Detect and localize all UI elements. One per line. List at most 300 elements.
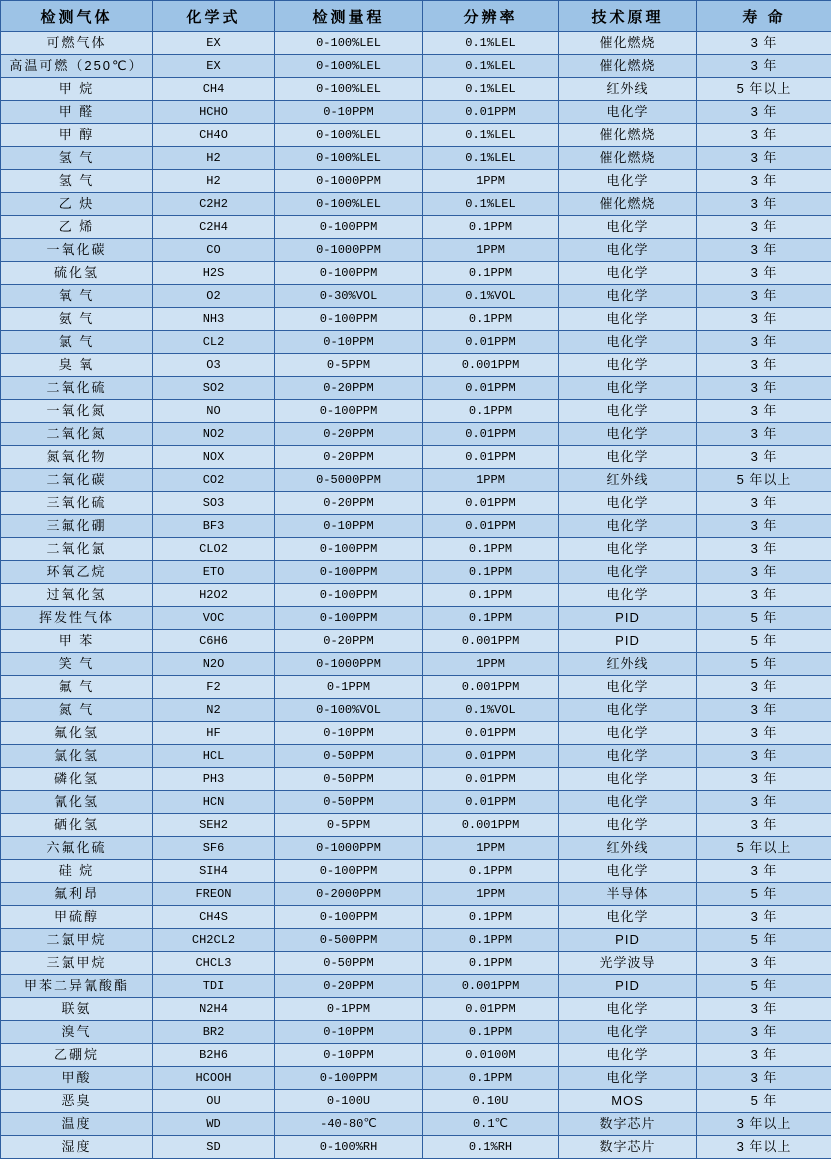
cell-resolution: 0.1%VOL [423,699,559,722]
cell-life: 3 年 [697,1067,831,1090]
cell-life: 5 年 [697,653,831,676]
cell-gas-name: 乙 烯 [1,216,153,239]
cell-life: 3 年 [697,354,831,377]
table-row [1,1090,831,1113]
cell-life: 5 年 [697,630,831,653]
cell-principle: 催化燃烧 [559,124,697,147]
cell-resolution: 0.1PPM [423,584,559,607]
cell-formula: CL2 [153,331,275,354]
cell-life: 5 年以上 [697,469,831,492]
cell-resolution: 0.001PPM [423,354,559,377]
table-row [1,239,831,262]
cell-resolution: 0.1PPM [423,952,559,975]
cell-life: 3 年 [697,170,831,193]
cell-formula: CH4O [153,124,275,147]
cell-range: 0-10PPM [275,1021,423,1044]
cell-life: 3 年 [697,101,831,124]
cell-principle: PID [559,929,697,952]
cell-life: 3 年 [697,768,831,791]
cell-gas-name: 氟利昂 [1,883,153,906]
cell-gas-name: 三氯甲烷 [1,952,153,975]
table-row [1,101,831,124]
cell-formula: CH2CL2 [153,929,275,952]
table-row [1,193,831,216]
cell-range: 0-100PPM [275,584,423,607]
cell-life: 3 年 [697,308,831,331]
cell-formula: H2O2 [153,584,275,607]
cell-resolution: 1PPM [423,239,559,262]
cell-range: 0-100%LEL [275,78,423,101]
cell-gas-name: 氟化氢 [1,722,153,745]
cell-resolution: 0.001PPM [423,975,559,998]
cell-gas-name: 硅 烷 [1,860,153,883]
cell-life: 3 年 [697,1044,831,1067]
cell-formula: FREON [153,883,275,906]
cell-resolution: 0.01PPM [423,791,559,814]
table-row [1,216,831,239]
cell-range: 0-100%LEL [275,147,423,170]
cell-formula: N2O [153,653,275,676]
table-row [1,607,831,630]
cell-principle: 电化学 [559,791,697,814]
cell-life: 3 年 [697,239,831,262]
cell-formula: O3 [153,354,275,377]
cell-gas-name: 甲 苯 [1,630,153,653]
cell-resolution: 0.001PPM [423,814,559,837]
cell-resolution: 0.01PPM [423,101,559,124]
cell-gas-name: 高温可燃（250℃） [1,55,153,78]
cell-life: 3 年 [697,423,831,446]
cell-formula: HCOOH [153,1067,275,1090]
cell-resolution: 0.01PPM [423,722,559,745]
table-header-row [1,1,831,32]
cell-gas-name: 甲 醛 [1,101,153,124]
cell-range: 0-100PPM [275,400,423,423]
cell-resolution: 0.1PPM [423,906,559,929]
cell-life: 3 年 [697,331,831,354]
cell-gas-name: 二氧化硫 [1,377,153,400]
table-row [1,1067,831,1090]
cell-resolution: 0.01PPM [423,745,559,768]
cell-gas-name: 氟 气 [1,676,153,699]
cell-formula: BR2 [153,1021,275,1044]
cell-life: 3 年 [697,676,831,699]
table-row [1,538,831,561]
cell-principle: 催化燃烧 [559,193,697,216]
cell-formula: OU [153,1090,275,1113]
cell-gas-name: 甲苯二异氰酸酯 [1,975,153,998]
cell-gas-name: 三氧化硫 [1,492,153,515]
cell-range: 0-100PPM [275,262,423,285]
table-row [1,676,831,699]
cell-formula: CH4S [153,906,275,929]
cell-principle: 电化学 [559,170,697,193]
cell-resolution: 0.10U [423,1090,559,1113]
cell-formula: CO [153,239,275,262]
table-row [1,1044,831,1067]
cell-range: 0-5PPM [275,814,423,837]
cell-life: 3 年 [697,584,831,607]
cell-gas-name: 甲 烷 [1,78,153,101]
cell-gas-name: 氨 气 [1,308,153,331]
cell-range: 0-100PPM [275,308,423,331]
cell-formula: PH3 [153,768,275,791]
cell-formula: HCL [153,745,275,768]
cell-resolution: 0.01PPM [423,515,559,538]
cell-gas-name: 二氧化氮 [1,423,153,446]
cell-gas-name: 二氧化碳 [1,469,153,492]
cell-resolution: 0.001PPM [423,630,559,653]
cell-resolution: 0.01PPM [423,998,559,1021]
table-row [1,653,831,676]
cell-gas-name: 氢 气 [1,147,153,170]
table-row [1,78,831,101]
cell-formula: SO3 [153,492,275,515]
cell-life: 3 年 [697,722,831,745]
cell-gas-name: 氮 气 [1,699,153,722]
cell-life: 3 年 [697,262,831,285]
cell-resolution: 1PPM [423,883,559,906]
table-row [1,55,831,78]
cell-principle: 电化学 [559,101,697,124]
cell-formula: H2S [153,262,275,285]
cell-gas-name: 挥发性气体 [1,607,153,630]
cell-formula: ETO [153,561,275,584]
cell-resolution: 0.1PPM [423,561,559,584]
cell-formula: NOX [153,446,275,469]
cell-formula: NO [153,400,275,423]
cell-range: 0-5000PPM [275,469,423,492]
cell-resolution: 0.1PPM [423,400,559,423]
cell-resolution: 0.1℃ [423,1113,559,1136]
cell-life: 3 年 [697,745,831,768]
cell-range: 0-20PPM [275,446,423,469]
cell-principle: 光学波导 [559,952,697,975]
cell-principle: 电化学 [559,515,697,538]
cell-formula: B2H6 [153,1044,275,1067]
cell-principle: 数字芯片 [559,1136,697,1159]
table-row [1,515,831,538]
column-header-range: 检测量程 [275,1,423,32]
table-row [1,262,831,285]
cell-formula: SIH4 [153,860,275,883]
table-row [1,906,831,929]
cell-formula: HCHO [153,101,275,124]
cell-resolution: 0.01PPM [423,768,559,791]
cell-range: 0-20PPM [275,630,423,653]
cell-resolution: 0.1%LEL [423,124,559,147]
cell-formula: H2 [153,147,275,170]
cell-resolution: 0.1%VOL [423,285,559,308]
cell-gas-name: 氮氧化物 [1,446,153,469]
table-row [1,285,831,308]
cell-life: 3 年 [697,55,831,78]
cell-life: 3 年 [697,906,831,929]
cell-principle: 电化学 [559,860,697,883]
cell-resolution: 0.01PPM [423,446,559,469]
cell-range: 0-500PPM [275,929,423,952]
table-row [1,446,831,469]
cell-range: 0-1000PPM [275,170,423,193]
cell-formula: C6H6 [153,630,275,653]
table-row [1,860,831,883]
table-row [1,745,831,768]
table-row [1,883,831,906]
table-row [1,561,831,584]
cell-resolution: 0.1%LEL [423,55,559,78]
cell-principle: 电化学 [559,676,697,699]
cell-formula: HCN [153,791,275,814]
cell-gas-name: 氧 气 [1,285,153,308]
cell-principle: 红外线 [559,469,697,492]
cell-gas-name: 一氧化碳 [1,239,153,262]
cell-resolution: 1PPM [423,170,559,193]
cell-range: 0-100PPM [275,860,423,883]
cell-range: 0-10PPM [275,515,423,538]
cell-life: 3 年 [697,515,831,538]
table-row [1,1136,831,1159]
cell-principle: 电化学 [559,1067,697,1090]
cell-principle: 电化学 [559,262,697,285]
cell-formula: NH3 [153,308,275,331]
cell-formula: SEH2 [153,814,275,837]
cell-range: 0-50PPM [275,791,423,814]
cell-range: 0-2000PPM [275,883,423,906]
table-row [1,147,831,170]
table-row [1,331,831,354]
cell-principle: 半导体 [559,883,697,906]
cell-resolution: 0.01PPM [423,423,559,446]
cell-range: 0-20PPM [275,975,423,998]
cell-life: 3 年 [697,860,831,883]
cell-life: 3 年 [697,124,831,147]
cell-range: 0-5PPM [275,354,423,377]
table-row [1,814,831,837]
table-row [1,1021,831,1044]
cell-resolution: 0.1PPM [423,262,559,285]
cell-principle: MOS [559,1090,697,1113]
cell-life: 3 年 [697,285,831,308]
cell-range: 0-100U [275,1090,423,1113]
cell-resolution: 0.01PPM [423,377,559,400]
cell-range: 0-100%VOL [275,699,423,722]
cell-gas-name: 可燃气体 [1,32,153,55]
cell-range: 0-100PPM [275,561,423,584]
cell-range: 0-1000PPM [275,239,423,262]
cell-life: 3 年 [697,814,831,837]
table-row [1,308,831,331]
cell-gas-name: 臭 氧 [1,354,153,377]
cell-principle: 电化学 [559,998,697,1021]
table-row [1,1113,831,1136]
cell-range: 0-100%LEL [275,193,423,216]
cell-principle: 催化燃烧 [559,147,697,170]
table-row [1,354,831,377]
cell-range: 0-10PPM [275,722,423,745]
cell-gas-name: 二氯甲烷 [1,929,153,952]
cell-formula: BF3 [153,515,275,538]
cell-gas-name: 甲酸 [1,1067,153,1090]
cell-range: 0-50PPM [275,952,423,975]
cell-resolution: 0.0100M [423,1044,559,1067]
cell-gas-name: 过氧化氢 [1,584,153,607]
cell-principle: 电化学 [559,1021,697,1044]
cell-life: 3 年 [697,952,831,975]
cell-resolution: 0.1%LEL [423,78,559,101]
cell-range: 0-50PPM [275,745,423,768]
cell-principle: 电化学 [559,354,697,377]
cell-principle: 电化学 [559,331,697,354]
cell-range: 0-1000PPM [275,653,423,676]
table-row [1,32,831,55]
cell-life: 3 年 [697,216,831,239]
cell-formula: SF6 [153,837,275,860]
cell-life: 5 年 [697,883,831,906]
cell-life: 3 年以上 [697,1136,831,1159]
cell-life: 5 年 [697,929,831,952]
cell-range: 0-10PPM [275,331,423,354]
column-header-gas: 检测气体 [1,1,153,32]
cell-life: 3 年 [697,446,831,469]
cell-range: 0-20PPM [275,492,423,515]
cell-range: 0-1PPM [275,998,423,1021]
cell-gas-name: 氯化氢 [1,745,153,768]
cell-range: -40-80℃ [275,1113,423,1136]
cell-resolution: 1PPM [423,653,559,676]
cell-range: 0-100PPM [275,538,423,561]
cell-principle: 电化学 [559,377,697,400]
cell-resolution: 0.1%LEL [423,193,559,216]
cell-principle: 电化学 [559,745,697,768]
cell-resolution: 0.1PPM [423,216,559,239]
cell-gas-name: 甲 醇 [1,124,153,147]
cell-resolution: 0.1PPM [423,308,559,331]
cell-formula: HF [153,722,275,745]
cell-principle: 电化学 [559,423,697,446]
cell-gas-name: 笑 气 [1,653,153,676]
cell-formula: EX [153,55,275,78]
table-row [1,400,831,423]
cell-resolution: 0.01PPM [423,331,559,354]
cell-resolution: 0.001PPM [423,676,559,699]
cell-gas-name: 三氟化硼 [1,515,153,538]
cell-formula: NO2 [153,423,275,446]
column-header-principle: 技术原理 [559,1,697,32]
table-row [1,699,831,722]
cell-formula: O2 [153,285,275,308]
cell-principle: 电化学 [559,216,697,239]
cell-resolution: 0.1%LEL [423,32,559,55]
cell-principle: PID [559,607,697,630]
cell-principle: 电化学 [559,561,697,584]
cell-resolution: 0.1PPM [423,538,559,561]
cell-principle: 电化学 [559,239,697,262]
cell-resolution: 0.1%LEL [423,147,559,170]
cell-resolution: 0.1PPM [423,1067,559,1090]
cell-formula: WD [153,1113,275,1136]
table-row [1,975,831,998]
table-row [1,423,831,446]
cell-life: 5 年 [697,607,831,630]
table-row [1,722,831,745]
cell-principle: 电化学 [559,814,697,837]
column-header-resolution: 分辨率 [423,1,559,32]
cell-formula: SD [153,1136,275,1159]
table-row [1,998,831,1021]
column-header-life: 寿 命 [697,1,831,32]
cell-gas-name: 联氨 [1,998,153,1021]
cell-life: 3 年 [697,561,831,584]
cell-principle: 电化学 [559,768,697,791]
cell-formula: CH4 [153,78,275,101]
cell-life: 5 年 [697,1090,831,1113]
table-row [1,791,831,814]
cell-range: 0-100PPM [275,607,423,630]
table-row [1,377,831,400]
cell-principle: 电化学 [559,584,697,607]
cell-resolution: 1PPM [423,837,559,860]
cell-range: 0-20PPM [275,423,423,446]
cell-principle: 电化学 [559,285,697,308]
cell-life: 3 年 [697,791,831,814]
cell-principle: 电化学 [559,446,697,469]
cell-resolution: 0.1PPM [423,1021,559,1044]
table-row [1,492,831,515]
cell-gas-name: 环氧乙烷 [1,561,153,584]
table-row [1,584,831,607]
cell-formula: H2 [153,170,275,193]
cell-resolution: 1PPM [423,469,559,492]
cell-formula: N2 [153,699,275,722]
cell-life: 5 年以上 [697,78,831,101]
cell-principle: PID [559,975,697,998]
table-row [1,170,831,193]
table-row [1,952,831,975]
cell-principle: 电化学 [559,538,697,561]
cell-principle: 红外线 [559,837,697,860]
cell-range: 0-100PPM [275,906,423,929]
cell-principle: 数字芯片 [559,1113,697,1136]
cell-life: 3 年 [697,492,831,515]
cell-range: 0-50PPM [275,768,423,791]
cell-gas-name: 一氧化氮 [1,400,153,423]
cell-life: 3 年 [697,32,831,55]
cell-formula: CHCL3 [153,952,275,975]
cell-gas-name: 磷化氢 [1,768,153,791]
cell-principle: 电化学 [559,308,697,331]
cell-resolution: 0.1PPM [423,607,559,630]
cell-range: 0-1PPM [275,676,423,699]
cell-formula: C2H2 [153,193,275,216]
cell-principle: 红外线 [559,78,697,101]
cell-gas-name: 湿度 [1,1136,153,1159]
table-row [1,837,831,860]
cell-principle: 电化学 [559,400,697,423]
cell-principle: 电化学 [559,492,697,515]
cell-gas-name: 硫化氢 [1,262,153,285]
cell-formula: F2 [153,676,275,699]
cell-gas-name: 二氧化氯 [1,538,153,561]
cell-principle: 催化燃烧 [559,32,697,55]
cell-formula: EX [153,32,275,55]
cell-gas-name: 氰化氢 [1,791,153,814]
cell-gas-name: 氢 气 [1,170,153,193]
cell-life: 3 年 [697,377,831,400]
cell-range: 0-30%VOL [275,285,423,308]
cell-principle: 电化学 [559,1044,697,1067]
table-body [1,32,831,1159]
cell-range: 0-100%LEL [275,32,423,55]
